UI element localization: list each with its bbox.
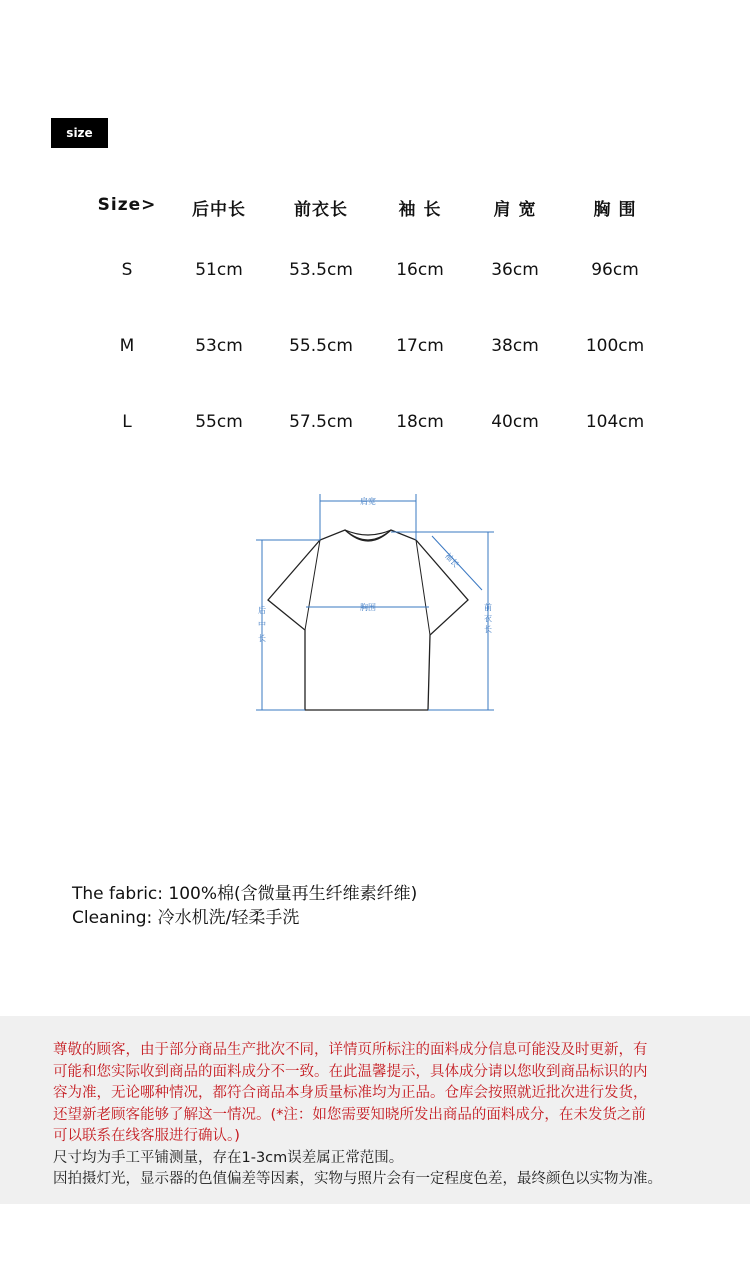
chest-cell: 100cm <box>585 336 645 356</box>
table-row <box>75 336 690 366</box>
header-front-length: 前衣长 <box>294 200 348 220</box>
table-row <box>75 412 690 442</box>
shoulder-label: 肩宽 <box>360 497 376 506</box>
back-length-label-1: 后 <box>258 606 266 615</box>
sleeve-cell: 17cm <box>396 336 444 356</box>
notice-red-line: 可能和您实际收到商品的面料成分不一致。在此温馨提示，具体成分请以您收到商品标识的内 <box>53 1063 648 1080</box>
notice-dark-line: 尺寸均为手工平铺测量，存在1-3cm误差属正常范围。 <box>53 1149 404 1166</box>
tshirt-outline <box>268 530 468 710</box>
back-length-label-2: 中 <box>258 620 266 629</box>
notice-red-line: 容为准，无论哪种情况，都符合商品本身质量标准均为正品。仓库会按照就近批次进行发货， <box>53 1085 648 1101</box>
fabric-line: The fabric: 100%棉(含微量再生纤维素纤维) <box>72 884 418 904</box>
back-length-cell: 51cm <box>195 260 243 280</box>
chest-cell: 96cm <box>591 260 639 280</box>
header-shoulder: 肩 宽 <box>493 200 537 220</box>
table-header <box>75 195 690 225</box>
notice-red-line: 还望新老顾客能够了解这一情况。(*注：如您需要知晓所发出商品的面料成分，在未发货之前 <box>53 1106 646 1123</box>
notice-red-line: 可以联系在线客服进行确认。) <box>53 1128 240 1144</box>
tshirt-measurement-diagram <box>250 490 500 720</box>
size-cell: L <box>122 412 132 432</box>
sleeve-cell: 16cm <box>396 260 444 280</box>
header-sleeve: 袖 长 <box>398 200 442 220</box>
size-tag: size <box>51 118 108 148</box>
front-length-label-1: 前 <box>484 603 492 612</box>
shoulder-cell: 36cm <box>491 260 539 280</box>
notice-dark-line: 因拍摄灯光，显示器的色值偏差等因素，实物与照片会有一定程度色差，最终颜色以实物为准。 <box>53 1171 662 1187</box>
notice-red-line: 尊敬的顾客，由于部分商品生产批次不同，详情页所标注的面料成分信息可能没及时更新，有 <box>53 1042 648 1058</box>
back-length-cell: 55cm <box>195 412 243 432</box>
notice-panel <box>0 1016 750 1204</box>
table-row <box>75 260 690 290</box>
size-table <box>75 195 690 432</box>
shoulder-cell: 38cm <box>491 336 539 356</box>
header-size: Size> <box>97 195 157 215</box>
header-back-length: 后中长 <box>192 200 246 220</box>
front-length-label-3: 长 <box>484 625 492 634</box>
left-armhole-line <box>305 540 320 630</box>
front-length-label-2: 衣 <box>484 614 492 623</box>
shoulder-cell: 40cm <box>491 412 539 432</box>
sleeve-label: 袖长 <box>443 551 461 570</box>
front-length-cell: 55.5cm <box>289 336 353 356</box>
fabric-info <box>72 882 417 930</box>
back-length-label-3: 长 <box>258 634 266 643</box>
cleaning-line: Cleaning: 冷水机洗/轻柔手洗 <box>72 908 300 928</box>
sleeve-cell: 18cm <box>396 412 444 432</box>
size-cell: M <box>119 336 135 356</box>
front-length-cell: 57.5cm <box>289 412 353 432</box>
header-chest: 胸 围 <box>593 200 637 220</box>
size-cell: S <box>121 260 133 280</box>
chest-cell: 104cm <box>585 412 645 432</box>
front-length-cell: 53.5cm <box>289 260 353 280</box>
back-length-cell: 53cm <box>195 336 243 356</box>
chest-label: 胸围 <box>360 603 376 612</box>
